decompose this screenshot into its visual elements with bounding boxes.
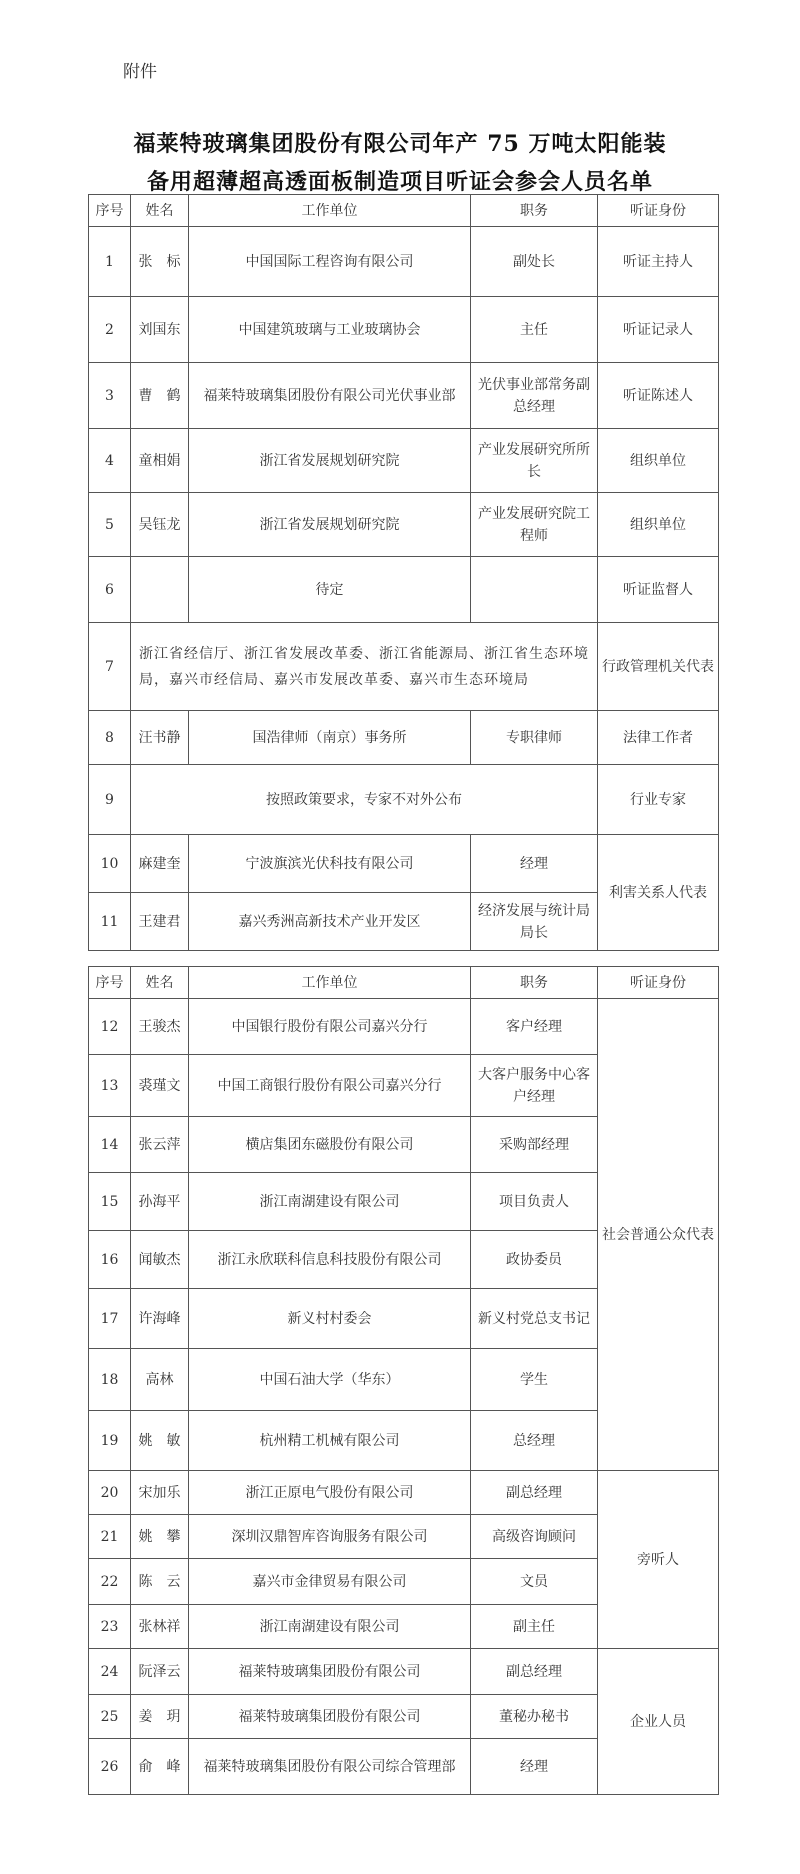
- table-row: [89, 999, 719, 1055]
- row-org: 福莱特玻璃集团股份有限公司: [189, 1695, 471, 1739]
- header-name: 姓名: [131, 195, 189, 227]
- row-no: 8: [89, 711, 131, 765]
- row-no: 11: [89, 893, 131, 951]
- row-org: 中国建筑玻璃与工业玻璃协会: [189, 297, 471, 363]
- row-no: 4: [89, 429, 131, 493]
- table-row: [89, 835, 719, 893]
- row-org: 杭州精工机械有限公司: [189, 1411, 471, 1471]
- row-org: 横店集团东磁股份有限公司: [189, 1117, 471, 1173]
- row-no: 14: [89, 1117, 131, 1173]
- header-name: 姓名: [131, 967, 189, 999]
- row-no: 1: [89, 227, 131, 297]
- row-org: 中国石油大学（华东）: [189, 1349, 471, 1411]
- row-position: 经济发展与统计局局长: [471, 893, 598, 951]
- row-no: 12: [89, 999, 131, 1055]
- row-org: 浙江永欣联科信息科技股份有限公司: [189, 1231, 471, 1289]
- row-position: 产业发展研究所所长: [471, 429, 598, 493]
- header-no: 序号: [89, 967, 131, 999]
- row-name: 张林祥: [131, 1605, 189, 1649]
- row-position: 光伏事业部常务副总经理: [471, 363, 598, 429]
- row-no: 17: [89, 1289, 131, 1349]
- row-name: 高林: [131, 1349, 189, 1411]
- table-row: [89, 363, 719, 429]
- row-org: 浙江南湖建设有限公司: [189, 1173, 471, 1231]
- row-role: 听证记录人: [598, 297, 719, 363]
- table-row: [89, 623, 719, 711]
- row-position: [471, 557, 598, 623]
- table-row: [89, 711, 719, 765]
- row-name: 俞 峰: [131, 1739, 189, 1795]
- row-position: 文员: [471, 1559, 598, 1605]
- row-position: 主任: [471, 297, 598, 363]
- row-role-merged: 企业人员: [598, 1649, 719, 1795]
- row-no: 23: [89, 1605, 131, 1649]
- row-name: 姜 玥: [131, 1695, 189, 1739]
- row-name: 吴钰龙: [131, 493, 189, 557]
- row-org: 福莱特玻璃集团股份有限公司综合管理部: [189, 1739, 471, 1795]
- row-no: 9: [89, 765, 131, 835]
- row-org: 福莱特玻璃集团股份有限公司: [189, 1649, 471, 1695]
- row-position: 副总经理: [471, 1649, 598, 1695]
- row-no: 24: [89, 1649, 131, 1695]
- row-no: 2: [89, 297, 131, 363]
- header-org: 工作单位: [189, 195, 471, 227]
- row-role: 听证监督人: [598, 557, 719, 623]
- row-org: 中国工商银行股份有限公司嘉兴分行: [189, 1055, 471, 1117]
- row-position: 项目负责人: [471, 1173, 598, 1231]
- row-position: 副主任: [471, 1605, 598, 1649]
- row-org: 嘉兴市金律贸易有限公司: [189, 1559, 471, 1605]
- row-no: 13: [89, 1055, 131, 1117]
- row-org: 中国银行股份有限公司嘉兴分行: [189, 999, 471, 1055]
- participants-table-1: [88, 194, 719, 951]
- row-no: 19: [89, 1411, 131, 1471]
- row-position: 经理: [471, 1739, 598, 1795]
- row-position: 大客户服务中心客户经理: [471, 1055, 598, 1117]
- row-org: 深圳汉鼎智库咨询服务有限公司: [189, 1515, 471, 1559]
- row-name: 姚 攀: [131, 1515, 189, 1559]
- row-org: 新义村村委会: [189, 1289, 471, 1349]
- attachment-label: 附件: [123, 62, 157, 82]
- row-role-merged: 社会普通公众代表: [598, 999, 719, 1471]
- row-name: 陈 云: [131, 1559, 189, 1605]
- table-row: [89, 429, 719, 493]
- row-role: 组织单位: [598, 493, 719, 557]
- row-role: 法律工作者: [598, 711, 719, 765]
- row-position: 政协委员: [471, 1231, 598, 1289]
- row-role: 组织单位: [598, 429, 719, 493]
- header-org: 工作单位: [189, 967, 471, 999]
- row-name: 张云萍: [131, 1117, 189, 1173]
- row-name: 麻建奎: [131, 835, 189, 893]
- row-org: 国浩律师（南京）事务所: [189, 711, 471, 765]
- row-org: 浙江正原电气股份有限公司: [189, 1471, 471, 1515]
- row-no: 3: [89, 363, 131, 429]
- row-no: 22: [89, 1559, 131, 1605]
- row-name: 许海峰: [131, 1289, 189, 1349]
- header-no: 序号: [89, 195, 131, 227]
- row-no: 21: [89, 1515, 131, 1559]
- row-org: 宁波旗滨光伏科技有限公司: [189, 835, 471, 893]
- row-org: 浙江南湖建设有限公司: [189, 1605, 471, 1649]
- table-row: [89, 1471, 719, 1515]
- header-role: 听证身份: [598, 967, 719, 999]
- row-position: 副总经理: [471, 1471, 598, 1515]
- row-org: 福莱特玻璃集团股份有限公司光伏事业部: [189, 363, 471, 429]
- row-role: 行业专家: [598, 765, 719, 835]
- row-position: 副处长: [471, 227, 598, 297]
- row-role-merged: 利害关系人代表: [598, 835, 719, 951]
- row-position: 总经理: [471, 1411, 598, 1471]
- row-name: 童相娟: [131, 429, 189, 493]
- document-title-line-1: 福莱特玻璃集团股份有限公司年产 75 万吨太阳能装: [133, 131, 667, 157]
- row-name: [131, 557, 189, 623]
- header-role: 听证身份: [598, 195, 719, 227]
- row-name: 闻敏杰: [131, 1231, 189, 1289]
- row-name: 王建君: [131, 893, 189, 951]
- participants-table-2: [88, 966, 719, 1795]
- row-name: 孙海平: [131, 1173, 189, 1231]
- table-row: [89, 557, 719, 623]
- row-position: 学生: [471, 1349, 598, 1411]
- row-no: 26: [89, 1739, 131, 1795]
- row-name: 曹 鹤: [131, 363, 189, 429]
- row-no: 15: [89, 1173, 131, 1231]
- row-no: 20: [89, 1471, 131, 1515]
- row-org: 浙江省发展规划研究院: [189, 493, 471, 557]
- table-row: [89, 765, 719, 835]
- row-name: 宋加乐: [131, 1471, 189, 1515]
- row-no: 16: [89, 1231, 131, 1289]
- row-no: 7: [89, 623, 131, 711]
- row-no: 5: [89, 493, 131, 557]
- row-no: 6: [89, 557, 131, 623]
- row-name: 阮泽云: [131, 1649, 189, 1695]
- row-no: 18: [89, 1349, 131, 1411]
- table-row: [89, 493, 719, 557]
- row-position: 专职律师: [471, 711, 598, 765]
- table-row: [89, 227, 719, 297]
- row-name: 刘国东: [131, 297, 189, 363]
- row-org: 中国国际工程咨询有限公司: [189, 227, 471, 297]
- header-position: 职务: [471, 967, 598, 999]
- row-no: 10: [89, 835, 131, 893]
- table-header-row: [89, 195, 719, 227]
- row-position: 董秘办秘书: [471, 1695, 598, 1739]
- row-role: 行政管理机关代表: [598, 623, 719, 711]
- row-role: 听证陈述人: [598, 363, 719, 429]
- row-position: 经理: [471, 835, 598, 893]
- row-role-merged: 旁听人: [598, 1471, 719, 1649]
- row-org: 待定: [189, 557, 471, 623]
- row-position: 客户经理: [471, 999, 598, 1055]
- row-no: 25: [89, 1695, 131, 1739]
- row-position: 产业发展研究院工程师: [471, 493, 598, 557]
- header-position: 职务: [471, 195, 598, 227]
- table-row: [89, 297, 719, 363]
- row-position: 高级咨询顾问: [471, 1515, 598, 1559]
- row-role: 听证主持人: [598, 227, 719, 297]
- row-name: 姚 敏: [131, 1411, 189, 1471]
- row-position: 采购部经理: [471, 1117, 598, 1173]
- row-org: 浙江省发展规划研究院: [189, 429, 471, 493]
- row-position: 新义村党总支书记: [471, 1289, 598, 1349]
- row-name: 张 标: [131, 227, 189, 297]
- row-name: 裘瑾文: [131, 1055, 189, 1117]
- row-name: 王骏杰: [131, 999, 189, 1055]
- table-row: [89, 1649, 719, 1695]
- document-title-line-2: 备用超薄超高透面板制造项目听证会参会人员名单: [146, 169, 653, 195]
- row-org: 嘉兴秀洲高新技术产业开发区: [189, 893, 471, 951]
- row-name: 汪书静: [131, 711, 189, 765]
- row-org-merged: 浙江省经信厅、浙江省发展改革委、浙江省能源局、浙江省生态环境局，嘉兴市经信局、嘉兴市发展改革委、嘉兴市生态环境局: [131, 623, 598, 711]
- row-org-merged: 按照政策要求，专家不对外公布: [131, 765, 598, 835]
- table-header-row: [89, 967, 719, 999]
